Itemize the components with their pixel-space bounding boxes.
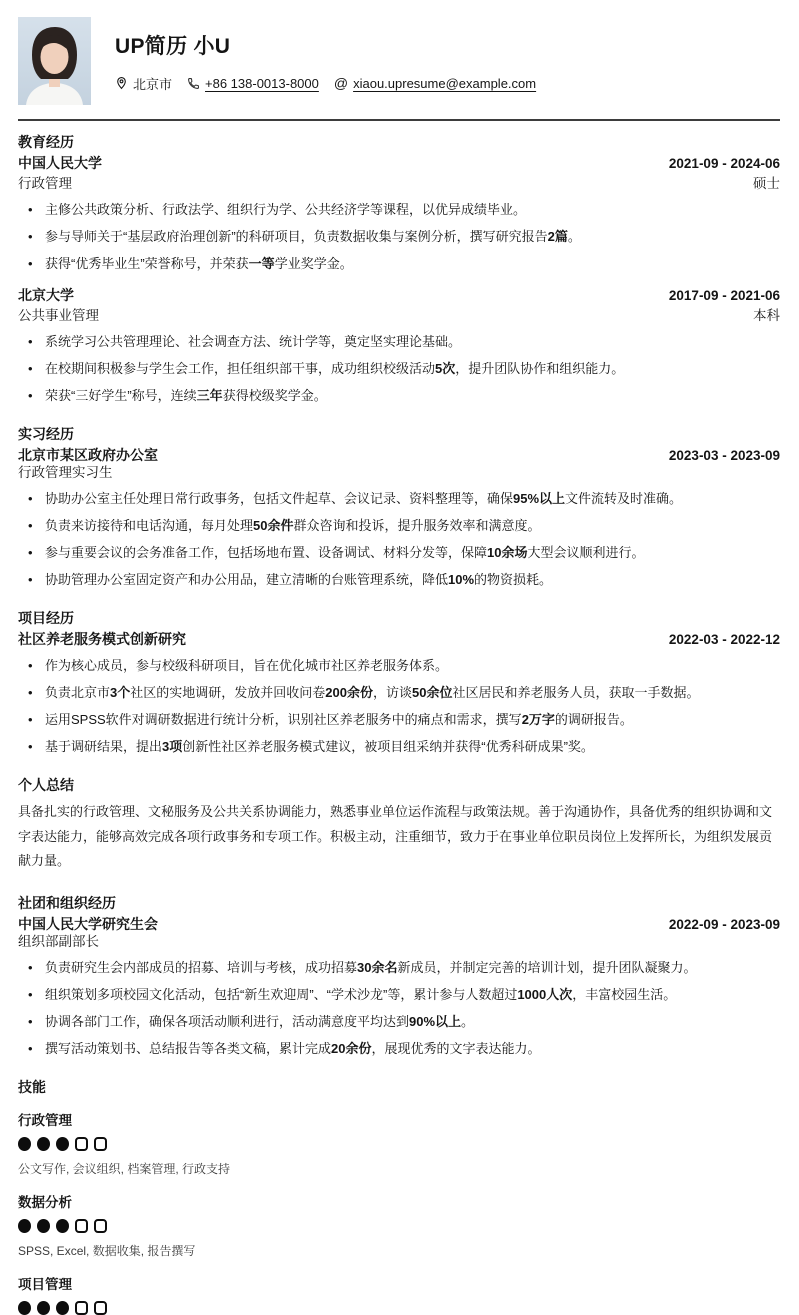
email-link[interactable]: xiaou.upresume@example.com [353,75,537,91]
bullet-item: • 运用SPSS软件对调研数据进行统计分析，识别社区养老服务中的痛点和需求，撰写2万字的调研报告。 [45,711,780,729]
contact-phone [187,76,319,91]
at-sign-icon: @ [333,75,349,91]
section-title-organization: 社团和组织经历 [18,894,116,911]
school-name: 北京大学 [18,287,74,303]
skill-dot-empty [75,1219,88,1233]
date-range: 2022-09 - 2023-09 [668,916,780,932]
bullet-item: • 协助管理办公室固定资产和办公用品，建立清晰的台账管理系统，降低10%的物资损耗。 [45,571,780,589]
bullet-item: • 参与重要会议的会务准备工作，包括场地布置、设备调试、材料分发等，保障10余场大型会议顺利进行。 [45,544,780,562]
major: 公共事业管理 [18,308,99,323]
bullet-item: • 主修公共政策分析、行政法学、组织行为学、公共经济学等课程，以优异成绩毕业。 [45,201,780,219]
contact-row [115,74,536,93]
bullet-item: • 系统学习公共管理理论、社会调查方法、统计学等，奠定坚实理论基础。 [45,333,780,351]
school-name: 中国人民大学 [18,155,102,171]
section-organization [18,895,780,1058]
skill-keywords: 公文写作, 会议组织, 档案管理, 行政支持 [18,1161,231,1176]
date-range: 2022-03 - 2022-12 [668,632,780,647]
degree: 硕士 [753,176,780,191]
skill-dot-empty [75,1301,88,1315]
bullet-list [18,959,780,1058]
bullet-list [18,657,780,756]
section-title-project: 项目经历 [18,610,74,626]
section-project [18,610,780,756]
skill-dot-filled [18,1219,31,1233]
bullet-item: • 协助办公室主任处理日常行政事务，包括文件起草、会议记录、资料整理等，确保95%以上文件流转及时准确。 [45,490,780,508]
bullet-item: • 负责北京市3个社区的实地调研，发放并回收问卷200余份，访谈50余位社区居民和养老服务人员，获取一手数据。 [45,684,780,702]
skill-item [18,1109,780,1177]
section-title-skills: 技能 [18,1078,46,1095]
role-title: 组织部副部长 [18,933,99,949]
date-range: 2017-09 - 2021-06 [668,288,780,303]
section-education [18,134,780,405]
skill-level-dots [18,1219,780,1233]
skill-name: 数据分析 [18,1194,72,1210]
location-pin-icon [115,76,128,90]
skill-dot-filled [18,1137,31,1151]
bullet-item: • 参与导师关于“基层政府治理创新”的科研项目，负责数据收集与案例分析，撰写研究报告2篇。 [45,228,780,246]
bullet-item: • 负责来访接待和电话沟通，每月处理50余件群众咨询和投诉，提升服务效率和满意度。 [45,517,780,535]
bullet-item: • 组织策划多项校园文化活动，包括“新生欢迎周”、“学术沙龙”等，累计参与人数超过1000人次，丰富校园生活。 [45,986,780,1004]
skill-dot-empty [94,1301,107,1315]
skill-item [18,1191,780,1259]
candidate-name: UP简历 小U [115,34,231,58]
skill-dot-filled [56,1219,69,1233]
skill-dot-empty [75,1137,88,1151]
header-divider [18,119,780,121]
skill-dot-empty [94,1219,107,1233]
project-entry [18,631,780,756]
section-skills [18,1079,780,1315]
bullet-item: • 负责研究生会内部成员的招募、培训与考核，成功招募30余名新成员，并制定完善的培训计划，提升团队凝聚力。 [45,959,780,977]
bullet-item: • 撰写活动策划书、总结报告等各类文稿，累计完成20余份，展现优秀的文字表达能力。 [45,1040,780,1058]
bullet-item: • 协调各部门工作，确保各项活动顺利进行，活动满意度平均达到90%以上。 [45,1013,780,1031]
profile-photo [18,17,91,105]
date-range: 2021-09 - 2024-06 [668,156,780,171]
summary-text: 具备扎实的行政管理、文秘服务及公共关系协调能力，熟悉事业单位运作流程与政策法规。善于沟通协作，具备优秀的组织协调和文字表达能力，能够高效完成各项行政事务和专项工作。积极主动，注重细节，致力于在事业单位职员岗位上发挥所长，为组织发展贡献力量。 [18,804,773,868]
bullet-list [18,333,780,405]
date-range: 2023-03 - 2023-09 [668,448,780,463]
location-text: 北京市 [133,76,173,92]
resume-header [18,17,780,105]
bullet-item: • 荣获“三好学生”称号，连续三年获得校级奖学金。 [45,387,780,405]
phone-icon [187,77,200,90]
section-title-summary: 个人总结 [18,777,74,793]
organization-name: 中国人民大学研究生会 [18,915,158,932]
skill-dot-filled [37,1219,50,1233]
organization-entry [18,916,780,1058]
skill-item [18,1273,780,1315]
skill-name: 行政管理 [18,1112,72,1128]
internship-entry [18,447,780,589]
bullet-item: • 基于调研结果，提出3项创新性社区养老服务模式建议，被项目组采纳并获得“优秀科研成果”奖。 [45,738,780,756]
skill-dot-empty [94,1137,107,1151]
skill-level-dots [18,1137,780,1151]
bullet-item: • 获得“优秀毕业生”荣誉称号，并荣获一等学业奖学金。 [45,255,780,273]
header-text [115,30,536,93]
project-name: 社区养老服务模式创新研究 [18,631,186,647]
contact-location [115,74,172,93]
profile-photo-illustration [18,17,91,105]
education-entry [18,287,780,405]
contact-email [334,75,536,91]
skill-dot-filled [18,1301,31,1315]
section-summary [18,777,780,874]
bullet-list [18,490,780,589]
section-title-internship: 实习经历 [18,426,74,442]
degree: 本科 [753,308,780,323]
bullet-item: • 在校期间积极参与学生会工作，担任组织部干事，成功组织校级活动5次，提升团队协作和组织能力。 [45,360,780,378]
major: 行政管理 [18,176,72,191]
skill-name: 项目管理 [18,1276,72,1292]
organization-name: 北京市某区政府办公室 [18,447,158,463]
skill-level-dots [18,1301,780,1315]
bullet-list [18,201,780,273]
section-title-education: 教育经历 [18,134,74,150]
skill-dot-filled [37,1137,50,1151]
role-title: 行政管理实习生 [18,465,113,480]
section-internship [18,426,780,589]
skill-dot-filled [56,1301,69,1315]
education-entry [18,155,780,273]
skill-keywords: SPSS, Excel, 数据收集, 报告撰写 [18,1243,196,1258]
skill-dot-filled [56,1137,69,1151]
skill-dot-filled [37,1301,50,1315]
phone-link[interactable]: +86 138-0013-8000 [205,75,319,91]
bullet-item: • 作为核心成员，参与校级科研项目，旨在优化城市社区养老服务体系。 [45,657,780,675]
